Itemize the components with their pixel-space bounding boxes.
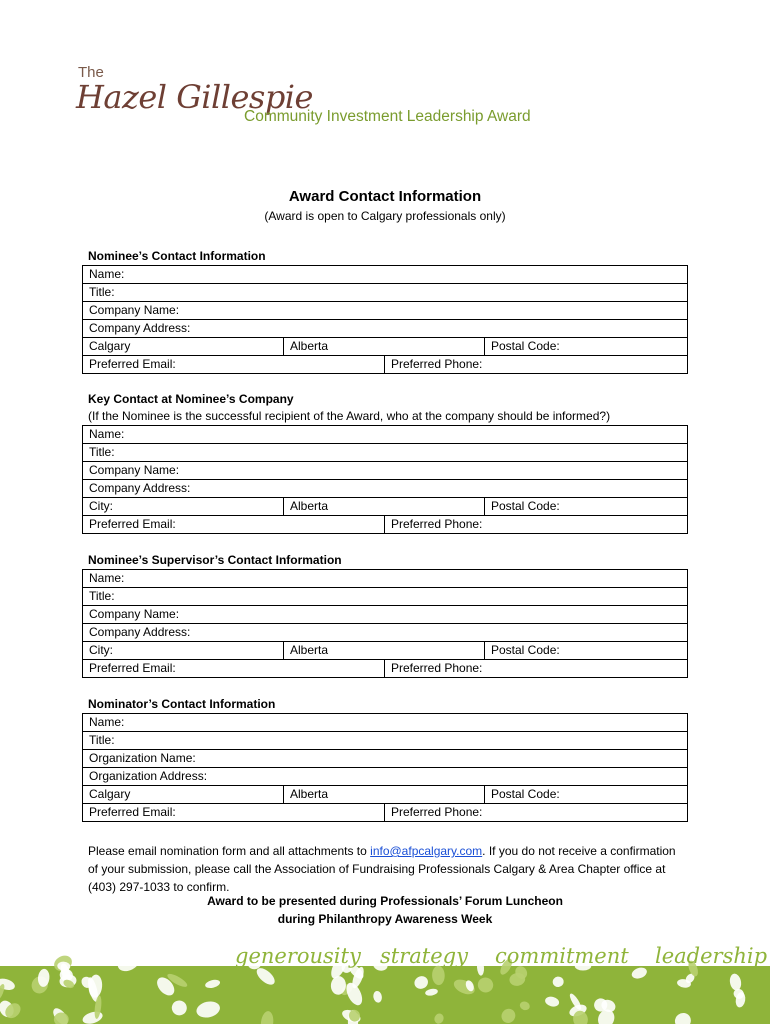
province-field[interactable]: Alberta: [284, 786, 485, 804]
phone-field[interactable]: Preferred Phone:: [385, 356, 688, 374]
email-field[interactable]: Preferred Email:: [83, 516, 385, 534]
instructions-after-link: . If you do not receive a confirmation of your submission, please call the Association of Fundraising Professionals Calgary & Area Chapter office at (403) 297-1033 to confirm.: [88, 844, 676, 894]
nominator-contact-section: [82, 696, 687, 822]
nominator-contact-table: [82, 713, 688, 822]
name-field[interactable]: Name:: [83, 570, 688, 588]
section-heading: Nominee’s Contact Information: [88, 249, 266, 263]
name-field[interactable]: Name:: [83, 266, 688, 284]
nominee-contact-section: [82, 248, 687, 374]
supervisor-contact-section: [82, 552, 687, 678]
section-heading: Nominator’s Contact Information: [88, 697, 276, 711]
name-field[interactable]: Name:: [83, 426, 688, 444]
award-logo: [76, 64, 556, 136]
phone-field[interactable]: Preferred Phone:: [385, 516, 688, 534]
company-address-field[interactable]: Company Address:: [83, 624, 688, 642]
logo-the: The: [78, 64, 104, 81]
logo-subtitle: Community Investment Leadership Award: [244, 108, 531, 125]
province-field[interactable]: Alberta: [284, 338, 485, 356]
footer-word-leadership: leadership: [655, 944, 768, 968]
page-subtitle: (Award is open to Calgary professionals only): [264, 209, 506, 223]
name-field[interactable]: Name:: [83, 714, 688, 732]
page-title: Award Contact Information: [288, 188, 482, 205]
company-name-field[interactable]: Company Name:: [83, 302, 688, 320]
title-field[interactable]: Title:: [83, 588, 688, 606]
leaf-band: [0, 966, 770, 1024]
title-field[interactable]: Title:: [83, 444, 688, 462]
email-field[interactable]: Preferred Email:: [83, 804, 385, 822]
presented-line-2: during Philanthropy Awareness Week: [277, 912, 493, 926]
title-field[interactable]: Title:: [83, 284, 688, 302]
phone-field[interactable]: Preferred Phone:: [385, 660, 688, 678]
email-field[interactable]: Preferred Email:: [83, 660, 385, 678]
key-contact-section: [82, 391, 687, 534]
postal-code-field[interactable]: Postal Code:: [485, 642, 688, 660]
organization-address-field[interactable]: Organization Address:: [83, 768, 688, 786]
postal-code-field[interactable]: Postal Code:: [485, 338, 688, 356]
city-field[interactable]: City:: [83, 642, 284, 660]
title-field[interactable]: Title:: [83, 732, 688, 750]
company-name-field[interactable]: Company Name:: [83, 606, 688, 624]
company-address-field[interactable]: Company Address:: [83, 480, 688, 498]
nominee-contact-table: [82, 265, 688, 374]
section-heading: Nominee’s Supervisor’s Contact Information: [88, 553, 342, 567]
instructions-paragraph: [88, 842, 688, 896]
email-field[interactable]: Preferred Email:: [83, 356, 385, 374]
logo-name: Hazel Gillespie: [76, 78, 313, 116]
supervisor-contact-table: [82, 569, 688, 678]
organization-name-field[interactable]: Organization Name:: [83, 750, 688, 768]
city-field[interactable]: Calgary: [83, 338, 284, 356]
email-link[interactable]: info@afpcalgary.com: [370, 844, 483, 858]
leaf-footer-banner: [0, 938, 770, 1024]
company-name-field[interactable]: Company Name:: [83, 462, 688, 480]
city-field[interactable]: City:: [83, 498, 284, 516]
footer-word-generousity: generousity: [235, 944, 361, 968]
city-field[interactable]: Calgary: [83, 786, 284, 804]
phone-field[interactable]: Preferred Phone:: [385, 804, 688, 822]
key-contact-table: [82, 425, 688, 534]
instructions-before-link: Please email nomination form and all attachments to: [88, 844, 371, 858]
section-note: (If the Nominee is the successful recipient of the Award, who at the company should be informed?): [88, 409, 611, 423]
province-field[interactable]: Alberta: [284, 498, 485, 516]
presented-line-1: Award to be presented during Professionals’ Forum Luncheon: [207, 894, 563, 908]
footer-word-commitment: commitment: [495, 944, 629, 968]
postal-code-field[interactable]: Postal Code:: [485, 498, 688, 516]
section-heading: Key Contact at Nominee’s Company: [88, 392, 294, 406]
province-field[interactable]: Alberta: [284, 642, 485, 660]
company-address-field[interactable]: Company Address:: [83, 320, 688, 338]
footer-word-strategy: strategy: [380, 944, 468, 968]
postal-code-field[interactable]: Postal Code:: [485, 786, 688, 804]
